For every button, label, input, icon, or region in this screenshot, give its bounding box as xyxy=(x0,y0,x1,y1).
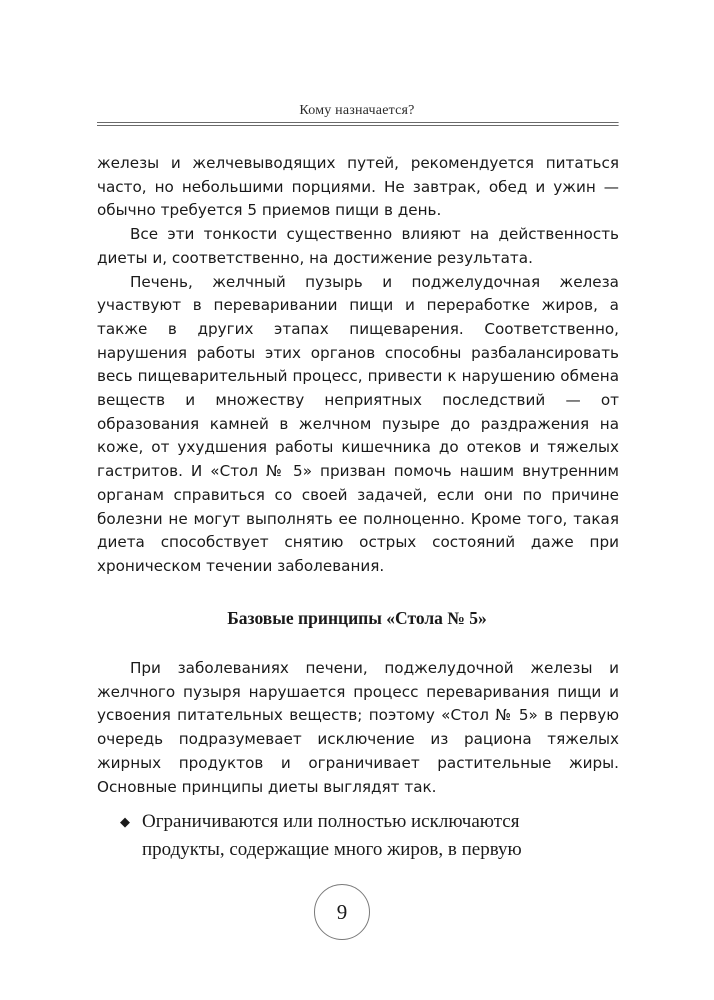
page-number-circle xyxy=(314,884,370,940)
bullet-text: Ограничиваются или полностью исключаются продукты, содержащие много жиров, в первую xyxy=(142,811,522,860)
section-heading: Базовые принципы «Стола № 5» xyxy=(227,608,487,628)
body-text-block-1 xyxy=(97,152,619,579)
body-text-block-2 xyxy=(97,657,619,799)
paragraph-continuation: железы и желчевыводящих путей, рекомендуется питаться часто, но небольшими порциями. Не завтрак, обед и ужин — обычно требуется 5 приемов пищи в день. xyxy=(97,154,619,220)
bullet-list-item xyxy=(120,808,600,864)
header-wavy-rule xyxy=(97,120,619,128)
paragraph-organs: Печень, желчный пузырь и поджелудочная железа участвуют в переваривании пищи и переработке жиров, а также в других этапах пищеварения. Соответственно, нарушения работы этих органов способны разбалансировать весь пищеварительный процесс, привести к нарушению обмена веществ и множеству неприятных последствий — от образования камней в желчном пузыре до раздражения на коже, от ухудшения работы кишечника до отеков и тяжелых гастритов. И «Стол № 5» призван помочь нашим внутренним органам справиться со своей задачей, если они по причине болезни не могут выполнять ее полноценно. Кроме того, такая диета способствует снятию острых состояний даже при хроническом течении заболевания. xyxy=(97,272,619,575)
page-number: 9 xyxy=(336,899,348,924)
running-head-title: Кому назначается? xyxy=(299,103,415,118)
paragraph-principles-intro: При заболеваниях печени, поджелудочной железы и желчного пузыря нарушается процесс переваривания пищи и усвоения питательных веществ; поэтому «Стол № 5» в первую очередь подразумевает исключение из рациона тяжелых жирных продуктов и ограничивает растительные жиры. Основные принципы диеты выглядят так. xyxy=(97,659,619,796)
paragraph-nuances: Все эти тонкости существенно влияют на действенность диеты и, соответственно, на достижение результата. xyxy=(97,225,619,267)
diamond-bullet-icon: ◆ xyxy=(120,814,130,829)
